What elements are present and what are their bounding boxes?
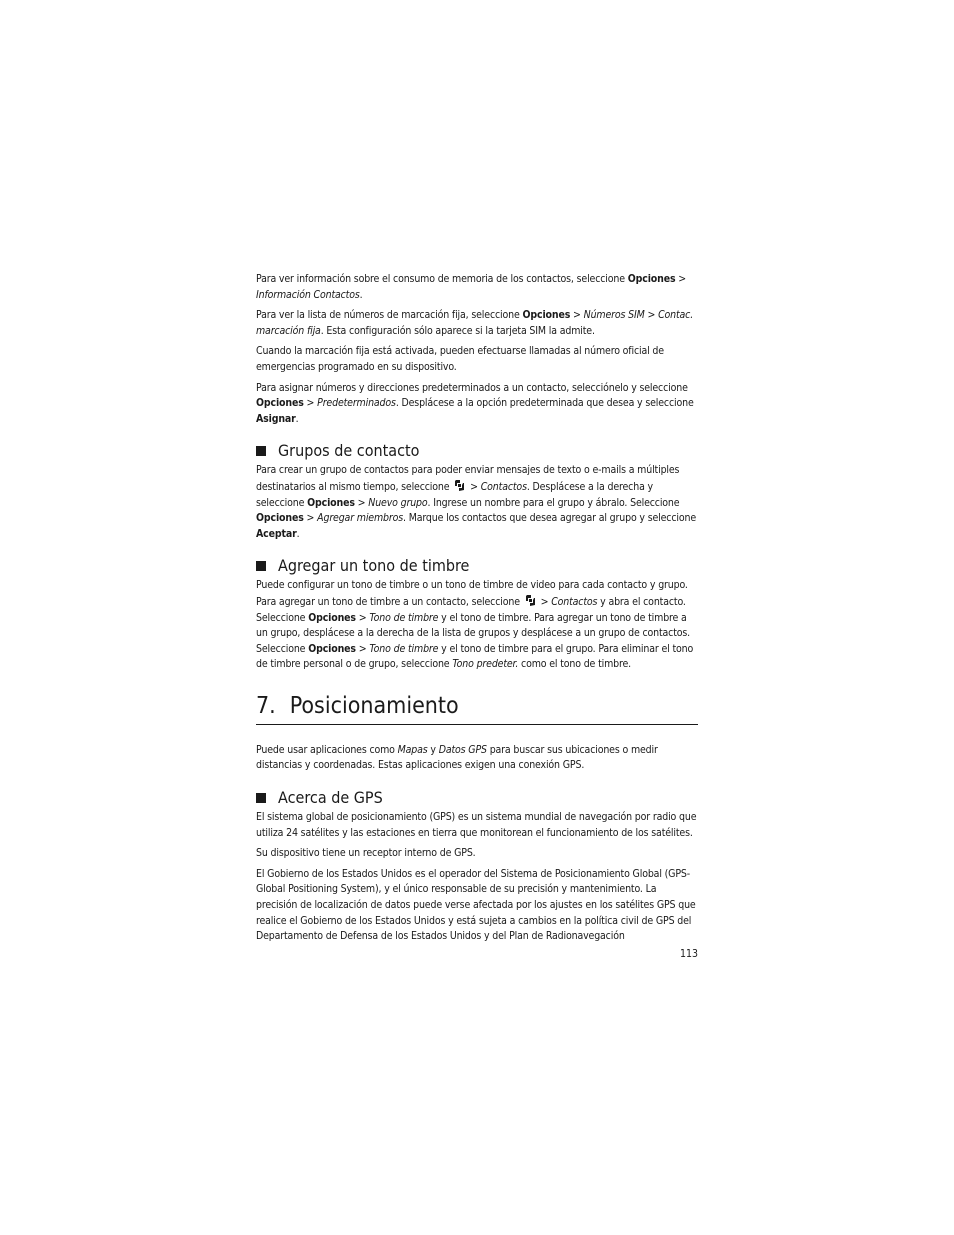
paragraph (256, 463, 698, 542)
text-run: . (296, 527, 300, 540)
bold-term: Opciones (627, 273, 676, 285)
text-run: Cuando la marcación fija está activada, pueden efectuarse llamadas al número oficial de emergencias programado en su dispositivo. (256, 345, 664, 373)
italic-term: Datos GPS (438, 743, 487, 756)
text-run: Para crear un grupo de contactos para poder enviar mensajes de texto o e-mails a múltiples destinatarios al mismo tiempo, seleccione (256, 464, 680, 493)
italic-term: Tono de timbre (369, 611, 439, 624)
square-bullet-icon (256, 793, 266, 803)
text-run: y el tono de timbre. Para agregar un tono de timbre a un grupo, desplácese a la derecha de la lista de grupos y desplácese a un grupo de contactos. Seleccione (256, 611, 691, 655)
text-run: > (355, 642, 370, 655)
text-run: . Esta configuración sólo aparece si la tarjeta SIM la admite. (320, 324, 595, 337)
page-content (256, 272, 698, 950)
section-heading (256, 441, 698, 461)
italic-term: Información Contactos (256, 288, 360, 301)
text-run: El sistema global de posicionamiento (GPS) es un sistema mundial de navegación por radio que utiliza 24 satélites y las estaciones en tierra que monitorean el funcionamiento de los satélites. (256, 811, 697, 839)
section-heading-text: Agregar un tono de timbre (278, 556, 470, 576)
square-bullet-icon (256, 446, 266, 456)
italic-term: Nuevo grupo (368, 496, 428, 509)
italic-term: Contac. marcación fija (256, 309, 694, 337)
menu-key-icon (525, 594, 536, 607)
bold-term: Opciones (256, 512, 304, 525)
text-run: > (303, 397, 318, 410)
text-run: Para ver la lista de números de marcación fija, seleccione (256, 309, 523, 322)
paragraph (256, 344, 698, 375)
bold-term: Aceptar (256, 527, 297, 540)
paragraph (256, 867, 698, 945)
text-run: > (354, 496, 369, 509)
section-heading (256, 788, 698, 808)
bold-term: Opciones (522, 309, 571, 322)
text-run: como el tono de timbre. (518, 658, 632, 671)
text-run: > (467, 480, 481, 493)
text-run: Para ver información sobre el consumo de memoria de los contactos, seleccione (256, 273, 628, 285)
page-number: 113 (680, 948, 699, 960)
bold-term: Opciones (256, 397, 304, 410)
text-run: Puede usar aplicaciones como (256, 743, 398, 756)
section-heading-text: Grupos de contacto (278, 441, 420, 461)
italic-term: Tono de timbre (369, 642, 439, 655)
paragraph (256, 743, 698, 774)
text-run: . Desplácese a la derecha y seleccione (256, 480, 653, 509)
square-bullet-icon (256, 561, 266, 571)
italic-term: Números SIM (583, 309, 645, 322)
paragraph (256, 308, 698, 339)
text-run: . Marque los contactos que desea agregar al grupo y seleccione (403, 512, 696, 525)
text-run: > (355, 611, 370, 624)
text-run: . Desplácese a la opción predeterminada que desea y seleccione (395, 397, 694, 410)
italic-term: Mapas (397, 743, 428, 756)
text-run: Puede configurar un tono de timbre o un tono de timbre de video para cada contacto y grupo. Para agregar un tono de timbre a un contacto, seleccione (256, 579, 688, 608)
text-run: > (537, 595, 552, 608)
chapter-number: 7. (256, 692, 276, 719)
text-run: . (359, 288, 363, 301)
paragraph (256, 810, 698, 841)
italic-term: Tono predeter. (452, 658, 519, 671)
menu-key-icon (454, 479, 465, 492)
text-run: . Ingrese un nombre para el grupo y ábralo. Seleccione (427, 496, 680, 509)
chapter-title (256, 691, 698, 721)
bold-term: Opciones (307, 496, 355, 509)
text-run: y abra el contacto. Seleccione (256, 595, 686, 624)
text-run: Para asignar números y direcciones predeterminados a un contacto, selecciónelo y seleccione (256, 381, 688, 394)
text-run: > (303, 512, 318, 525)
paragraph (256, 846, 698, 862)
bold-term: Opciones (308, 611, 356, 624)
text-run: para buscar sus ubicaciones o medir distancias y coordenadas. Estas aplicaciones exigen una conexión GPS. (256, 743, 658, 772)
italic-term: Predeterminados (317, 397, 396, 410)
text-run: . (295, 412, 299, 425)
text-run: > (570, 309, 584, 322)
text-run: y el tono de timbre para el grupo. Para eliminar el tono de timbre personal o de grupo, seleccione (256, 642, 694, 671)
text-run: Su dispositivo tiene un receptor interno de GPS. (256, 847, 476, 860)
bold-term: Asignar (256, 412, 296, 425)
paragraph (256, 578, 698, 673)
bold-term: Opciones (308, 642, 356, 655)
text-run: El Gobierno de los Estados Unidos es el operador del Sistema de Posicionamiento Global (GPS-Global Positioning System), y el único responsable de su precisión y mantenimiento. La precisión de localización de datos puede verse afectada por los ajustes en los satélites GPS que realice el Gobierno de los Estados Unidos y está sujeta a cambios en la política civil de GPS del Departamento de Defensa de los Estados Unidos y del Plan de Radionavegación (256, 867, 696, 943)
paragraph (256, 381, 698, 428)
paragraph (256, 272, 698, 303)
text-run: > (675, 273, 687, 285)
text-run: y (427, 743, 439, 756)
section-heading (256, 556, 698, 576)
chapter-title-text: Posicionamiento (289, 692, 459, 719)
italic-term: Contactos (480, 480, 527, 493)
section-heading-text: Acerca de GPS (278, 788, 383, 808)
italic-term: Agregar miembros (317, 512, 404, 525)
italic-term: Contactos (551, 595, 598, 608)
text-run: > (644, 309, 659, 322)
chapter-rule (256, 724, 698, 725)
